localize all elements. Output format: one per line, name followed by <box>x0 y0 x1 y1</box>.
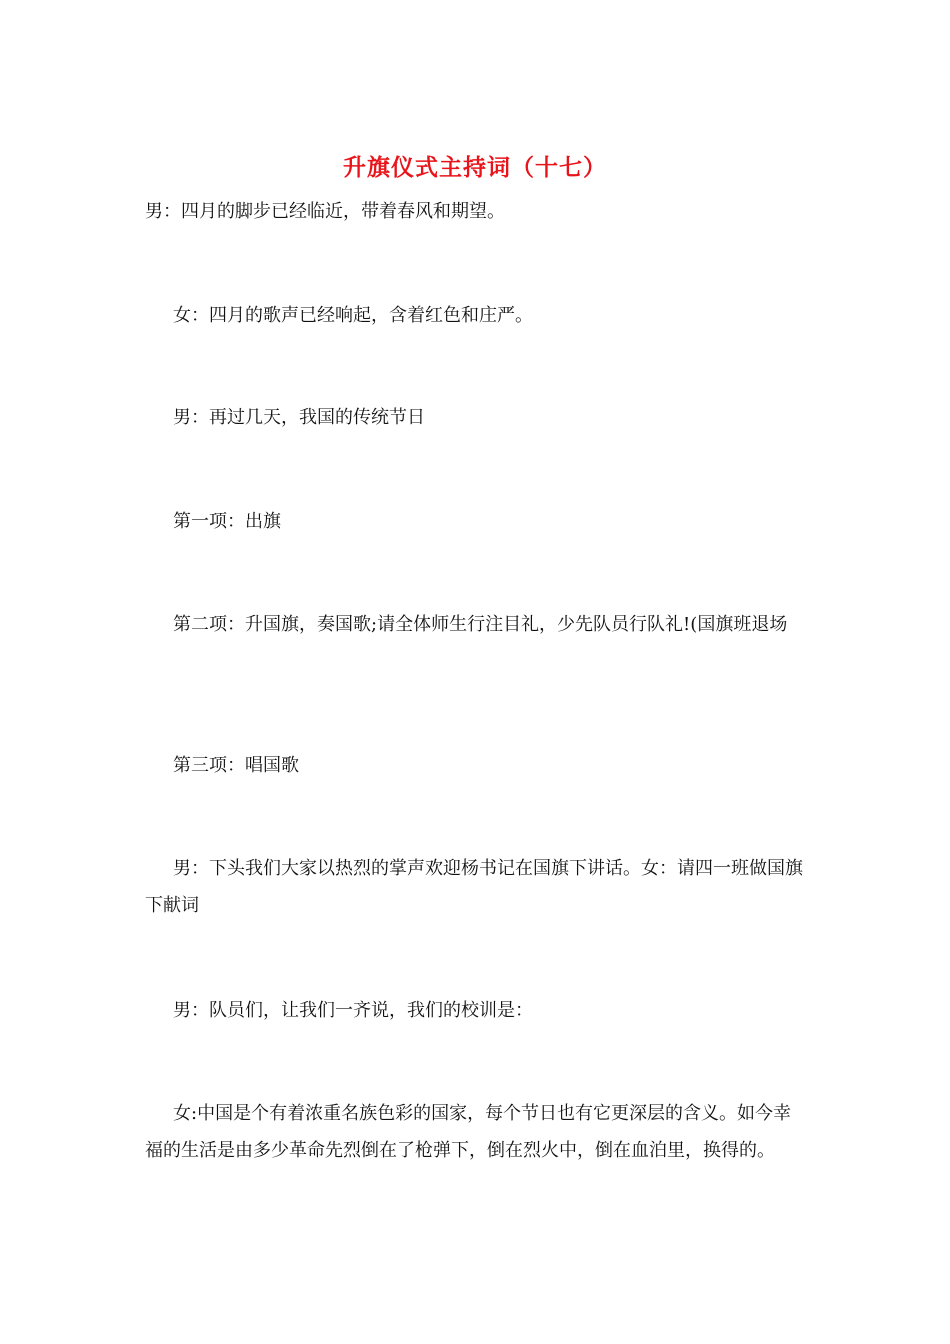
paragraph-8: 男：队员们，让我们一齐说，我们的校训是： <box>173 1000 533 1021</box>
paragraph-3: 男：再过几天，我国的传统节日 <box>173 407 425 428</box>
paragraph-1: 男：四月的脚步已经临近，带着春风和期望。 <box>145 201 505 222</box>
paragraph-7: 男：下头我们大家以热烈的掌声欢迎杨书记在国旗下讲话。女：请四一班做国旗下献词 <box>145 858 803 916</box>
paragraph-5: 第二项：升国旗，奏国歌;请全体师生行注目礼，少先队员行队礼!(国旗班退场 <box>173 614 788 635</box>
document-title: 升旗仪式主持词（十七） <box>343 154 607 181</box>
paragraph-2: 女：四月的歌声已经响起，含着红色和庄严。 <box>173 305 533 326</box>
paragraph-6: 第三项：唱国歌 <box>173 755 299 776</box>
paragraph-9: 女:中国是个有着浓重名族色彩的国家，每个节日也有它更深层的含义。如今幸福的生活是由多少革命先烈倒在了枪弹下，倒在烈火中，倒在血泊里，换得的。 <box>145 1103 792 1161</box>
paragraph-4: 第一项：出旗 <box>173 511 281 532</box>
